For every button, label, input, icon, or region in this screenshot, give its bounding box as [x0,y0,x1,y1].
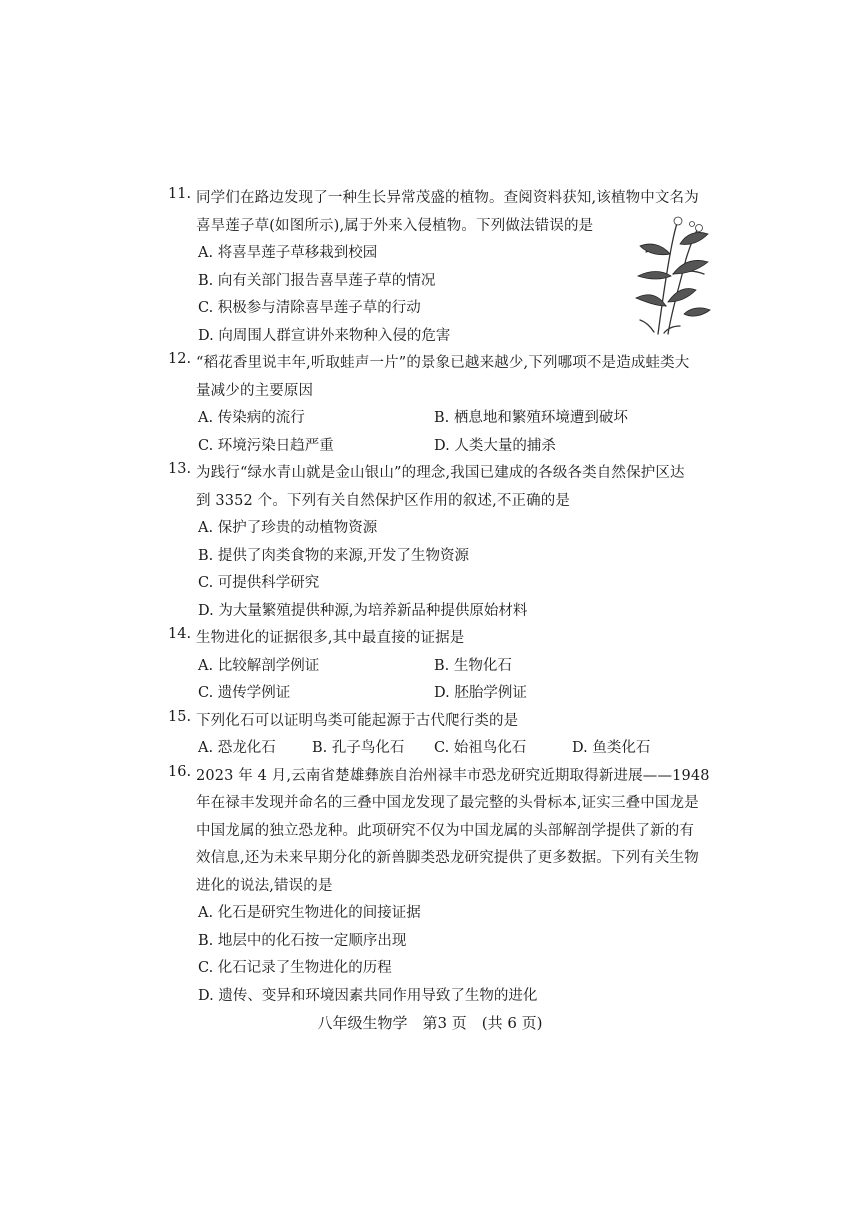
question-11-option-d: D. 向周围人群宣讲外来物种入侵的危害 [198,328,451,344]
question-13-stem-line-2: 到 3352 个。下列有关自然保护区作用的叙述,不正确的是 [196,493,571,509]
question-11-option-c: C. 积极参与清除喜旱莲子草的行动 [198,300,421,316]
question-16-stem-line-4: 效信息,还为未来早期分化的新兽脚类恐龙研究提供了更多数据。下列有关生物 [196,850,699,866]
question-12-option-b: B. 栖息地和繁殖环境遭到破坏 [434,410,628,426]
question-16-stem-line-2: 年在禄丰发现并命名的三叠中国龙发现了最完整的头骨标本,证实三叠中国龙是 [196,795,699,811]
question-12-option-a: A. 传染病的流行 [198,410,305,426]
question-14-option-a: A. 比较解剖学例证 [198,658,320,674]
question-11-option-a: A. 将喜旱莲子草移栽到校园 [198,245,378,261]
question-13-option-b: B. 提供了肉类食物的来源,开发了生物资源 [198,548,469,564]
question-15-option-c: C. 始祖鸟化石 [434,740,527,756]
question-13-stem-line-1: 为践行“绿水青山就是金山银山”的理念,我国已建成的各级各类自然保护区达 [196,465,685,481]
question-14-stem-line-1: 生物进化的证据很多,其中最直接的证据是 [196,630,465,646]
question-15-option-d: D. 鱼类化石 [572,740,651,756]
question-15-stem-line-1: 下列化石可以证明鸟类可能起源于古代爬行类的是 [196,713,519,729]
question-11-stem-line-2: 喜旱莲子草(如图所示),属于外来入侵植物。下列做法错误的是 [196,218,594,234]
plant-illustration-icon [628,214,718,336]
page-footer: 八年级生物学 第3 页 (共 6 页) [317,1014,543,1032]
question-11-option-b: B. 向有关部门报告喜旱莲子草的情况 [198,273,436,289]
question-13-option-c: C. 可提供科学研究 [198,575,320,591]
question-16-option-a: A. 化石是研究生物进化的间接证据 [198,905,421,921]
question-12-number: 12. [168,351,192,367]
question-16-option-c: C. 化石记录了生物进化的历程 [198,960,392,976]
question-16-option-b: B. 地层中的化石按一定顺序出现 [198,933,407,949]
question-14-option-b: B. 生物化石 [434,658,512,674]
question-12-option-c: C. 环境污染日趋严重 [198,438,334,454]
question-15-option-b: B. 孔子鸟化石 [312,740,405,756]
question-16-option-d: D. 遗传、变异和环境因素共同作用导致了生物的进化 [198,988,538,1004]
question-16-stem-line-5: 进化的说法,错误的是 [196,878,333,894]
question-12-option-d: D. 人类大量的捕杀 [434,438,556,454]
question-14-option-c: C. 遗传学例证 [198,685,291,701]
question-16-number: 16. [168,764,192,780]
question-13-option-a: A. 保护了珍贵的动植物资源 [198,520,378,536]
question-11-number: 11. [168,186,192,202]
question-16-stem-line-1: 2023 年 4 月,云南省楚雄彝族自治州禄丰市恐龙研究近期取得新进展——1948 [196,768,710,784]
question-12-stem-line-1: “稻花香里说丰年,听取蛙声一片”的景象已越来越少,下列哪项不是造成蛙类大 [196,355,690,371]
question-15-number: 15. [168,709,192,725]
question-14-option-d: D. 胚胎学例证 [434,685,527,701]
question-11-stem-line-1: 同学们在路边发现了一种生长异常茂盛的植物。查阅资料获知,该植物中文名为 [196,190,699,206]
question-13-number: 13. [168,461,192,477]
question-14-number: 14. [168,626,192,642]
question-15-option-a: A. 恐龙化石 [198,740,276,756]
question-12-stem-line-2: 量减少的主要原因 [196,383,314,399]
question-13-option-d: D. 为大量繁殖提供种源,为培养新品种提供原始材料 [198,603,528,619]
question-16-stem-line-3: 中国龙属的独立恐龙种。此项研究不仅为中国龙属的头部解剖学提供了新的有 [196,823,695,839]
